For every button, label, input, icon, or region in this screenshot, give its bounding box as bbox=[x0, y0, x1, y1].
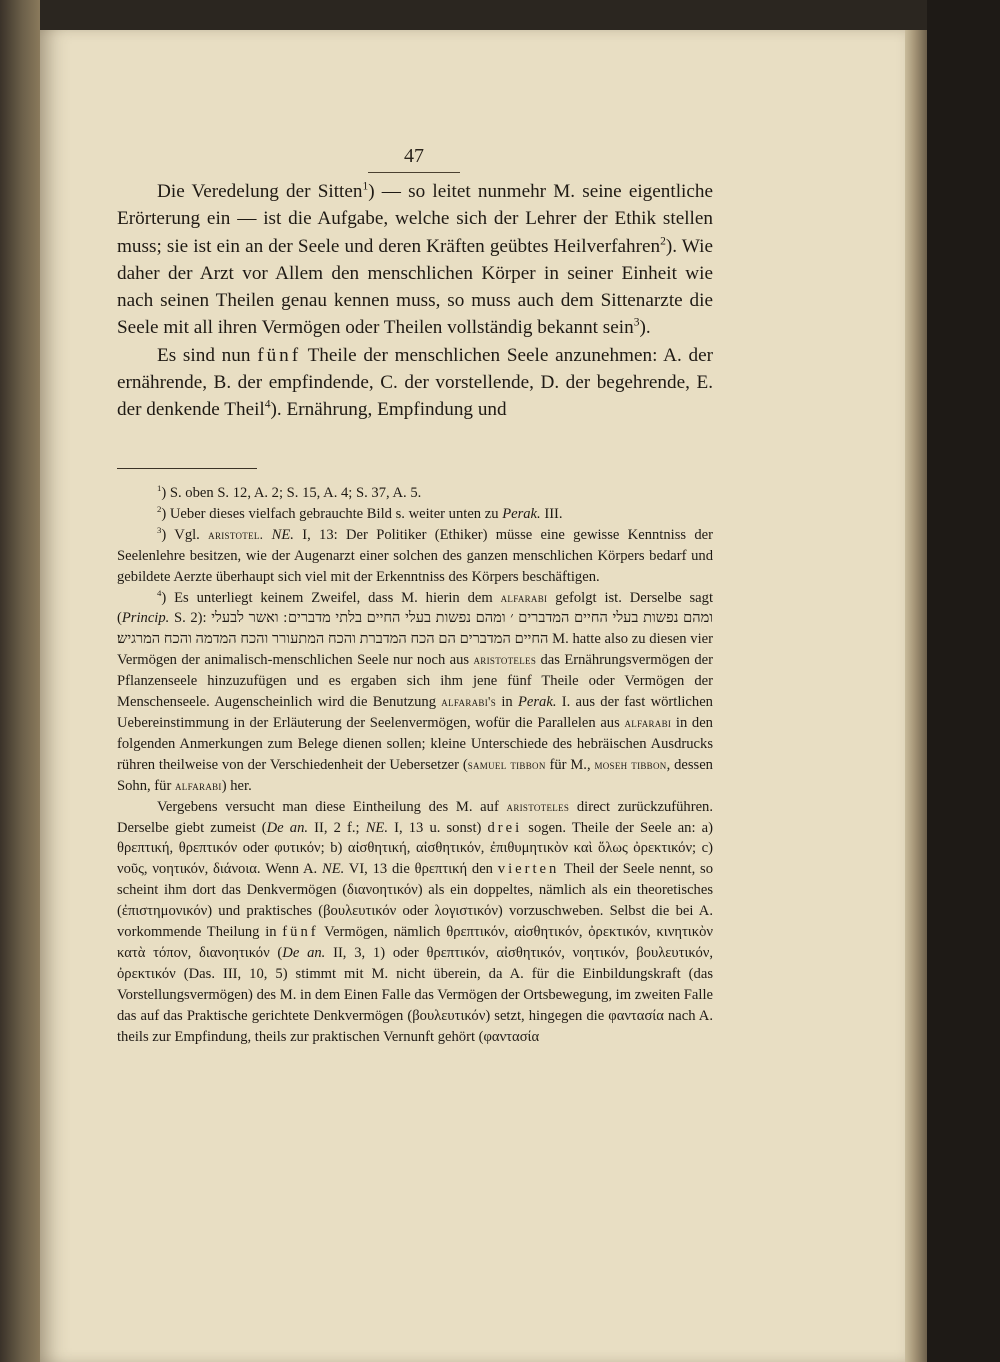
author-name: samuel tibbon bbox=[467, 756, 546, 772]
scan-background bbox=[927, 0, 1000, 1362]
text-run: Vergebens versucht man diese Eintheilung des M. auf bbox=[157, 798, 507, 815]
author-name: alfarabi bbox=[500, 589, 548, 605]
text-run: III. bbox=[540, 505, 563, 522]
citation: De an. bbox=[266, 819, 309, 836]
footnote-ref: 4 bbox=[264, 398, 271, 411]
text-run: Die Veredelung der Sitten bbox=[157, 181, 363, 202]
text-run: , dessen Sohn, für bbox=[117, 756, 713, 794]
text-run: I, 13 u. sonst) bbox=[388, 819, 488, 836]
footnote-4: $^4$) Es unterliegt keinem Zweifel, dass M. hierin dem alfarabi gefolgt ist. Derselbe sagt (Princip. S. 2): ומהם נפשות בעלי החיים המדברים ׳ ומהם נפשות בעלי החיים בלתי מדברים ׃ ואשר לבעלי החיים המדברים הם הכח המדברת והכח המתעורר והכח המדמה והכח המרגיש׃ M. hatte also zu diesen vier Vermögen der animalisch-menschlichen Seele nur noch aus aristoteles das Ernährungsvermögen der Pflanzenseele hinzuzufügen und es ergaben sich ihm jene fünf Theile oder Vermögen der Menschenseele. Augenscheinlich wird die Benutzung alfarabi's in Perak. I. aus der fast wörtlichen Uebereinstimmung in der Erläuterung der Seelenvermögen, wofür die Parallelen aus alfarabi in den folgenden Anmerkungen zum Belege dienen sollen; kleine Unterschiede des hebräischen Ausdrucks rühren theilweise von der Verschiedenheit der Uebersetzer (samuel tibbon für M., moseh tibbon, dessen Sohn, für alfarabi) her. bbox=[117, 587, 714, 794]
text-run: in den folgenden Anmerkungen zum Belege dienen sollen; kleine Unterschiede des hebräischen Ausdrucks rühren theilweise von der Verschiedenheit der Uebersetzer ( bbox=[117, 714, 713, 773]
paragraph bbox=[117, 342, 713, 424]
citation: De an. bbox=[282, 944, 326, 961]
author-name: aristoteles bbox=[473, 652, 537, 668]
citation: Perak. bbox=[502, 505, 541, 522]
text-run: Theile der menschlichen Seele anzunehmen: A. der ernährende, B. der empfindende, C. der vorstellende, D. der begehrende, E. der denkende Theil bbox=[117, 344, 713, 421]
author-name: moseh tibbon bbox=[594, 756, 667, 772]
text-run: II, 2 f.; bbox=[308, 819, 366, 836]
footnote-2: $^2$) Ueber dieses vielfach gebrauchte Bild s. weiter unten zu Perak. III. bbox=[157, 504, 563, 522]
page-edge bbox=[905, 30, 927, 1362]
text-run: ). bbox=[639, 317, 651, 339]
hebrew-quote: ומהם נפשות בעלי החיים המדברים ׳ ומהם נפשות בעלי החיים בלתי מדברים ׃ ואשר לבעלי החיים המדברים הם הכח המדברת והכח המתעורר והכח המדמה והכח המרגיש׃ bbox=[117, 610, 713, 648]
emphasis-spaced: fünf bbox=[282, 924, 319, 941]
text-run: M. hatte also zu diesen vier Vermögen der animalisch-menschlichen Seele nur noch aus bbox=[117, 631, 713, 669]
book-gutter bbox=[0, 0, 40, 1362]
author-name: aristotel. bbox=[208, 526, 264, 542]
emphasis-spaced: fünf bbox=[257, 344, 302, 366]
text-run: gefolgt ist. Derselbe sagt ( bbox=[117, 589, 714, 627]
text-run: Es unterliegt keinem Zweifel, dass M. hierin dem bbox=[174, 589, 501, 606]
text-run: I. aus der fast wörtlichen Uebereinstimmung in der Erläuterung der Seelenvermögen, wofür die Parallelen aus bbox=[117, 694, 713, 731]
emphasis-spaced: drei bbox=[487, 819, 523, 836]
text-run: I, 13: Der Politiker (Ethiker) müsse eine gewisse Kenntniss der Seelenlehre besitzen, wie der Augenarzt einer solchen des ganzen menschlichen Körpers bedarf und gebildete Aerzte überhaupt sich viel mit der Erkenntniss des Körpers beschäftigen. bbox=[117, 526, 713, 585]
footnote-continuation bbox=[117, 797, 713, 1048]
footnote-ref: 2 bbox=[660, 235, 666, 248]
text-run: Theil der Seele nennt, so scheint ihm dort das Denkvermögen (διανοητικόν) als ein doppeltes, nämlich als ein theoretisches (ἐπιστημονικόν) und praktisches (βουλευτικόν oder λογιστικόν) vorzuschweben. Selbst die bei A. vorkommende Theilung in bbox=[117, 861, 714, 941]
text-run: S. oben S. 12, A. 2; S. 15, A. 4; S. 37, A. 5. bbox=[169, 485, 422, 501]
text-run: ). Wie daher der Arzt vor Allem den menschlichen Körper in seiner Einheit wie nach seinen Theilen genau kennen muss, so muss auch dem Sittenarzte die Seele mit all ihren Vermögen oder Theilen vollständig bekannt sein bbox=[117, 235, 713, 339]
page-number: 47 bbox=[368, 145, 460, 173]
citation: NE. bbox=[365, 819, 388, 836]
author-name: alfarabi bbox=[624, 714, 672, 730]
citation: NE. bbox=[321, 861, 345, 878]
text-run: Es sind nun bbox=[157, 344, 258, 366]
text-run: Vermögen, nämlich θρεπτικόν, αἰσθητικόν, ὀρεκτικόν, κινητικὸν κατὰ τόπον, διανοητικόν ( bbox=[117, 924, 713, 961]
text-run: VI, 13 die θρεπτική den bbox=[344, 861, 498, 878]
text-run: Ueber dieses vielfach gebrauchte Bild s. weiter unten zu bbox=[169, 505, 503, 522]
text-run: II, 3, 1) oder θρεπτικόν, αἰσθητικόν, νοητικόν, βουλευτικόν, ὀρεκτικόν (Das. III, 10, 5) stimmt mit M. nicht überein, da A. für die Einbildungskraft (das Vorstellungsvermögen) des M. in dem Einen Falle das Vermögen der Ortsbewegung, im zweiten Falle das auf das Praktische gerichtete Denkvermögen (βουλευτικόν) setzt, hingegen die φαντασία nach A. theils zur Empfindung, theils zur praktischen Vernunft gehört (φαντασία bbox=[117, 944, 713, 1045]
text-run: S. 2): bbox=[169, 610, 212, 627]
text-run: ) her. bbox=[221, 777, 252, 794]
paragraph bbox=[117, 178, 713, 342]
text-run: das Ernährungsvermögen der Pflanzenseele hinzuzufügen und es ergaben sich ihm jene fünf Theile oder Vermögen der Menschenseele. Augenscheinlich wird die Benutzung bbox=[117, 652, 713, 711]
citation: Princip. bbox=[121, 610, 170, 627]
footnotes bbox=[117, 483, 713, 1047]
main-text bbox=[117, 178, 713, 424]
footnote-ref: 3 bbox=[633, 317, 640, 330]
footnote-ref: 1 bbox=[362, 180, 369, 193]
text-run: direct zurückzuführen. Derselbe giebt zumeist ( bbox=[117, 798, 713, 836]
text-run: in bbox=[496, 694, 518, 711]
text-run: sogen. Theile der Seele an: a) θρεπτική, θρεπτικόν oder φυτικόν; b) αἰσθητική, αἰσθητικόν, ἐπιθυμητικὸν καὶ ὅλως ὀρεκτικόν; c) νοῦς, νοητικόν, διάνοια. Wenn A. bbox=[117, 819, 713, 878]
citation: NE. bbox=[271, 526, 294, 543]
text-run: ) — so leitet nunmehr M. seine eigentliche Erörterung ein — ist die Aufgabe, welche sich der Lehrer der Ethik stellen muss; sie ist ein an der Seele und deren Kräften geübtes Heilverfahren bbox=[117, 181, 713, 257]
text-run: ). Ernährung, Empfindung und bbox=[270, 399, 507, 421]
footnote-1: $^1$) S. oben S. 12, A. 2; S. 15, A. 4; S. 37, A. 5. bbox=[157, 483, 422, 501]
emphasis-spaced: vierten bbox=[497, 861, 560, 878]
citation: Perak. bbox=[517, 694, 557, 711]
author-name: alfarabi's bbox=[441, 694, 497, 710]
author-name: alfarabi bbox=[174, 777, 222, 793]
footnote-separator bbox=[117, 468, 257, 469]
text-run: Vgl. bbox=[174, 526, 209, 543]
text-run: für M., bbox=[545, 756, 595, 773]
author-name: aristoteles bbox=[506, 798, 570, 814]
footnote-3: $^3$) Vgl. aristotel. NE. I, 13: Der Politiker (Ethiker) müsse eine gewisse Kenntniss der Seelenlehre besitzen, wie der Augenarzt einer solchen des ganzen menschlichen Körpers bedarf und gebildete Aerzte überhaupt sich viel mit der Erkenntniss des Körpers beschäftigen. bbox=[117, 524, 713, 585]
